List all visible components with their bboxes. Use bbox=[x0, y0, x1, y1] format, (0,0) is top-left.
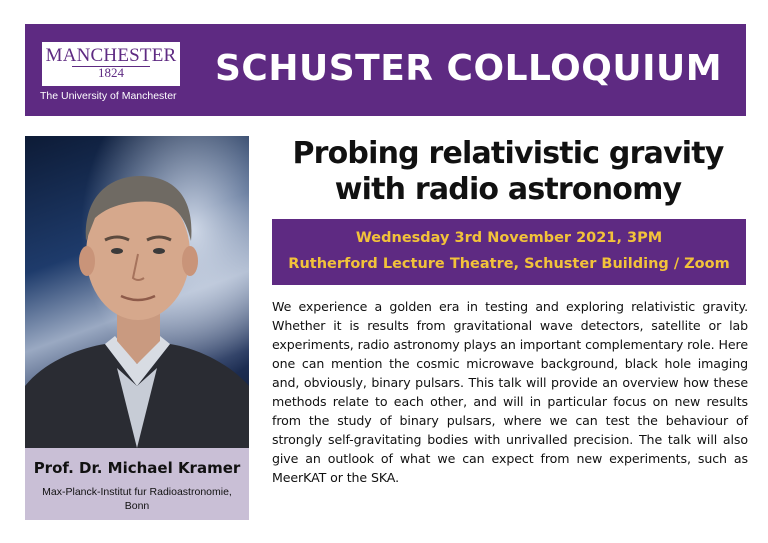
speaker-caption bbox=[25, 448, 249, 520]
title-line: with radio astronomy bbox=[334, 172, 682, 207]
affiliation-line: Max-Planck-Institut fur Radioastronomie, bbox=[42, 486, 232, 498]
university-logo bbox=[42, 42, 180, 86]
speaker-affiliation bbox=[25, 485, 249, 513]
series-title: SCHUSTER COLLOQUIUM bbox=[215, 48, 723, 89]
speaker-photo bbox=[25, 136, 249, 448]
talk-title bbox=[268, 136, 748, 208]
header-banner bbox=[25, 24, 746, 116]
event-venue: Rutherford Lecture Theatre, Schuster Building / Zoom bbox=[288, 256, 730, 272]
logo-wordmark: MANCHESTER bbox=[45, 45, 177, 66]
affiliation-line: Bonn bbox=[124, 500, 150, 512]
event-details bbox=[272, 219, 746, 285]
talk-abstract: We experience a golden era in testing and exploring relativistic gravity. Whether it is results from gravitational wave detectors, satellite or lab experiments, radio astronomy plays an important complementary role. Here one can mention the cosmic microwave background, black hole imaging and, obviously, binary pulsars. This talk will provide an overview how these methods relate to each other, and will in particular focus on new results from the study of binary pulsars, where we can test the behaviour of strongly self-gravitating bodies with unrivalled precision. The talk will also give an outlook of what we can expect from new experiments, such as MeerKAT or the SKA. bbox=[272, 299, 748, 485]
event-date-time: Wednesday 3rd November 2021, 3PM bbox=[355, 230, 663, 246]
logo-year: 1824 bbox=[98, 65, 124, 80]
speaker-name: Prof. Dr. Michael Kramer bbox=[33, 459, 241, 477]
speaker-portrait-illustration bbox=[25, 136, 249, 448]
university-name: The University of Manchester bbox=[40, 90, 177, 102]
title-line: Probing relativistic gravity bbox=[292, 136, 724, 171]
